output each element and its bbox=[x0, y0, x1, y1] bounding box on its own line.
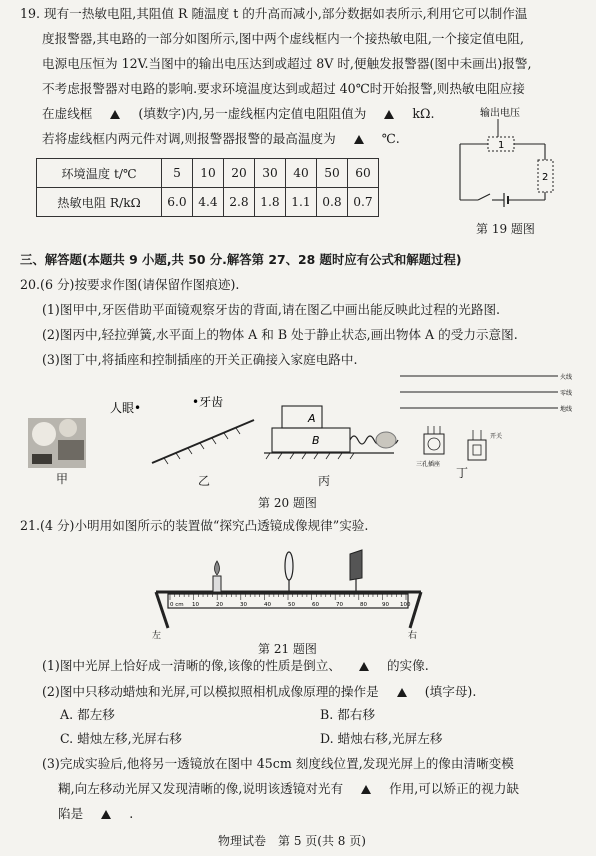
q19-line-6 bbox=[42, 131, 400, 147]
answer-blank-icon bbox=[384, 110, 394, 119]
q21-p2a: (2)图中只移动蜡烛和光屏,可以模拟照相机成像原理的操作是 bbox=[42, 684, 379, 699]
flame-icon bbox=[215, 561, 220, 575]
answer-blank-icon bbox=[397, 688, 407, 697]
section-heading: 三、解答题(本题共 9 小题,共 50 分.解答第 27、28 题时应有公式和解题过程) bbox=[20, 252, 462, 267]
table-row bbox=[37, 159, 379, 188]
q19-l5c: kΩ. bbox=[412, 106, 435, 121]
live-wire-label: 火线 bbox=[560, 374, 573, 381]
q19-l5a: 在虚线框 bbox=[42, 106, 93, 121]
answer-blank-icon bbox=[361, 785, 371, 794]
table-head-cell: 环境温度 t/℃ bbox=[37, 159, 162, 188]
left-label: 左 bbox=[152, 631, 162, 640]
box-1-label: 1 bbox=[498, 140, 505, 151]
tick-label: 90 bbox=[382, 602, 389, 608]
table-cell: 20 bbox=[224, 159, 255, 188]
tooth-label: •牙齿 bbox=[192, 395, 224, 409]
right-label: 右 bbox=[408, 631, 418, 640]
q19-line-3: 电源电压恒为 12V.当图中的输出电压达到或超过 8V 时,便触发报警器(图中未画出)报警, bbox=[42, 56, 532, 71]
table-cell: 4.4 bbox=[193, 188, 224, 217]
right-leg bbox=[410, 592, 421, 628]
fig-bing-label: 丙 bbox=[318, 474, 331, 488]
q19-line-4: 不考虑报警器对电路的影响.要求环境温度达到或超过 40℃时开始报警,则热敏电阻应接 bbox=[42, 81, 525, 96]
switch-icon bbox=[478, 194, 490, 200]
answer-blank-icon bbox=[359, 662, 369, 671]
q19-line-1: 19. 现有一热敏电阻,其阻值 R 随温度 t 的升高而减小,部分数据如表所示,利用它可以制作温 bbox=[20, 6, 528, 21]
box-2-label: 2 bbox=[542, 172, 549, 183]
block-b bbox=[272, 428, 350, 452]
table-cell: 40 bbox=[286, 159, 317, 188]
temperature-resistance-table bbox=[36, 158, 379, 217]
q19-l5b: (填数字)内,另一虚线框内定值电阻阻值为 bbox=[138, 106, 367, 121]
tick-label: 20 bbox=[216, 602, 223, 608]
ground-hatching bbox=[266, 453, 354, 459]
tick-label: 50 bbox=[288, 602, 295, 608]
tick-label: 80 bbox=[360, 602, 367, 608]
tick-label: 70 bbox=[336, 602, 343, 608]
block-b-label: B bbox=[312, 434, 320, 447]
left-leg bbox=[156, 592, 168, 628]
table-cell: 5 bbox=[162, 159, 193, 188]
table-cell: 60 bbox=[348, 159, 379, 188]
tick-label: 10 bbox=[192, 602, 199, 608]
fig-ding-label: 丁 bbox=[456, 466, 469, 480]
q20-part-1: (1)图甲中,牙医借助平面镜观察牙齿的背面,请在图乙中画出能反映此过程的光路图. bbox=[42, 302, 501, 317]
eye-label: 人眼• bbox=[110, 401, 142, 415]
q21-p3e: . bbox=[129, 806, 134, 821]
neutral-wire-label: 零线 bbox=[560, 390, 573, 397]
q21-part-3-line-1: (3)完成实验后,他将另一透镜放在图中 45cm 刻度线位置,发现光屏上的像由清晰变模 bbox=[42, 756, 514, 771]
q21-title: 21.(4 分)小明用如图所示的装置做“探究凸透镜成像规律”实验. bbox=[20, 518, 369, 533]
q19-line-5 bbox=[42, 106, 434, 122]
q21-part-1 bbox=[42, 658, 429, 674]
earth-wire-label: 地线 bbox=[560, 406, 573, 413]
switch-label: 开关 bbox=[490, 433, 503, 440]
wall-switch-icon bbox=[468, 440, 486, 460]
q21-part-2 bbox=[42, 684, 476, 700]
hand-icon bbox=[376, 432, 396, 448]
plane-mirror bbox=[152, 420, 254, 463]
candle-icon bbox=[213, 576, 221, 592]
light-screen-icon bbox=[350, 550, 362, 580]
output-voltage-label: 输出电压 bbox=[480, 108, 520, 119]
q19-l6a: 若将虚线框内两元件对调,则报警器报警的最高温度为 bbox=[42, 131, 336, 146]
tick-label: 40 bbox=[264, 602, 271, 608]
convex-lens-icon bbox=[285, 552, 293, 580]
q19-line-2: 度报警器,其电路的一部分如图所示,图中两个虚线框内一个接热敏电阻,一个接定值电阻, bbox=[42, 31, 524, 46]
table-cell: 10 bbox=[193, 159, 224, 188]
tick-label: 60 bbox=[312, 602, 319, 608]
socket-label: 三孔插座 bbox=[416, 461, 441, 468]
dentist-photo bbox=[28, 418, 86, 468]
q19-l6b: ℃. bbox=[381, 131, 400, 146]
q20-part-3: (3)图丁中,将插座和控制插座的开关正确接入家庭电路中. bbox=[42, 352, 358, 367]
table-cell: 50 bbox=[317, 159, 348, 188]
block-a bbox=[282, 406, 322, 428]
fig20-drawings bbox=[24, 368, 580, 480]
fig-jia-label: 甲 bbox=[56, 472, 69, 486]
q21-p3c: 作用,可以矫正的视力缺 bbox=[389, 781, 520, 796]
optical-bench-diagram bbox=[146, 548, 436, 640]
tick-label: 30 bbox=[240, 602, 247, 608]
q20-part-2: (2)图丙中,轻拉弹簧,水平面上的物体 A 和 B 处于静止状态,画出物体 A 的受力示意图. bbox=[42, 327, 518, 342]
q21-part-3-line-3 bbox=[58, 806, 133, 822]
fig20-caption: 第 20 题图 bbox=[258, 496, 317, 510]
q21-option-d: D. 蜡烛右移,光屏左移 bbox=[320, 731, 443, 746]
table-cell: 30 bbox=[255, 159, 286, 188]
q21-option-b: B. 都右移 bbox=[320, 707, 376, 722]
table-head-cell: 热敏电阻 R/kΩ bbox=[37, 188, 162, 217]
q21-p3b: 糊,向左移动光屏又发现清晰的像,说明该透镜对光有 bbox=[58, 781, 344, 796]
q21-option-a: A. 都左移 bbox=[60, 707, 115, 722]
q21-option-c: C. 蜡烛左移,光屏右移 bbox=[60, 731, 182, 746]
socket-icon bbox=[424, 434, 444, 454]
table-cell: 2.8 bbox=[224, 188, 255, 217]
fig21-caption: 第 21 题图 bbox=[258, 642, 317, 656]
block-a-label: A bbox=[308, 412, 316, 425]
table-cell: 1.1 bbox=[286, 188, 317, 217]
tick-label: 0 cm bbox=[170, 602, 184, 608]
q21-p2b: (填字母). bbox=[424, 684, 477, 699]
table-cell: 1.8 bbox=[255, 188, 286, 217]
q21-p1b: 的实像. bbox=[386, 658, 429, 673]
fig19-caption: 第 19 题图 bbox=[476, 222, 535, 236]
page-footer: 物理试卷 第 5 页(共 8 页) bbox=[218, 834, 366, 848]
table-row bbox=[37, 188, 379, 217]
q21-p1a: (1)图中光屏上恰好成一清晰的像,该像的性质是倒立、 bbox=[42, 658, 341, 673]
q20-title: 20.(6 分)按要求作图(请保留作图痕迹). bbox=[20, 277, 240, 292]
answer-blank-icon bbox=[101, 810, 111, 819]
answer-blank-icon bbox=[110, 110, 120, 119]
table-cell: 6.0 bbox=[162, 188, 193, 217]
q21-part-3-line-2 bbox=[58, 781, 519, 797]
fig-yi-label: 乙 bbox=[198, 474, 211, 488]
circuit-diagram bbox=[440, 104, 590, 212]
table-cell: 0.8 bbox=[317, 188, 348, 217]
q21-p3d: 陷是 bbox=[58, 806, 84, 821]
table-cell: 0.7 bbox=[348, 188, 379, 217]
tick-label: 100 bbox=[400, 602, 411, 608]
mirror-hatching bbox=[164, 428, 240, 464]
answer-blank-icon bbox=[354, 135, 364, 144]
